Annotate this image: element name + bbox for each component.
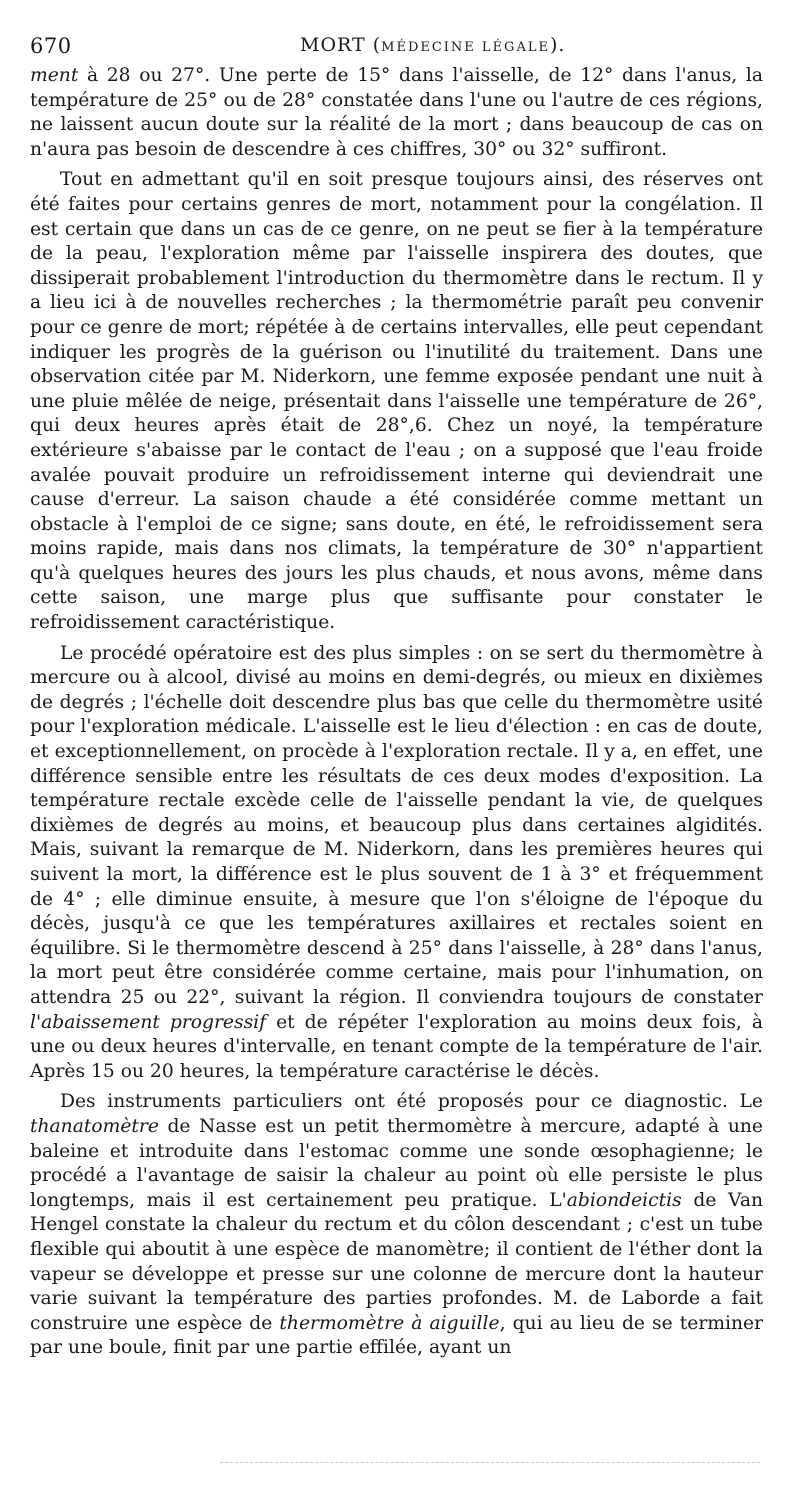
text-run: Des instruments particuliers ont été proposés pour ce diagnostic. Le <box>60 1091 763 1113</box>
italic-text: l'abaissement progressif <box>30 1011 267 1033</box>
text-run: Le procédé opératoire est des plus simples : on se sert du thermomètre à mercure ou à alcool, divisé au moins en demi-degrés, ou mieux en dixièmes de degrés ; l'échelle doit descendre plus bas que celle du thermomètre usité pour l'exploration médicale. L'aisselle est le lieu d'élection : en cas de doute, et exceptionnellement, on procède à l'exploration rectale. Il y a, en effet, une différence sensible entre les résultats de ces deux modes d'exposition. La température rectale excède celle de l'aisselle pendant la vie, de quelques dixièmes de degrés au moins, et beaucoup plus dans certaines algidités. Mais, suivant la remarque de M. Niderkorn, dans les premières heures qui suivent la mort, la différence est le plus souvent de 1 à 3° et fréquemment de 4° ; elle diminue ensuite, à mesure que l'on s'éloigne de l'époque du décès, jusqu'à ce que les températures axillaires et rectales soient en équilibre. Si le thermomètre descend à 25° dans l'aisselle, à 28° dans l'anus, la mort peut être considérée comme certaine, mais pour l'inhumation, on attendra 25 ou 22°, suivant la région. Il conviendra toujours de constater <box>30 642 763 1008</box>
italic-text: ment <box>30 65 79 86</box>
running-head <box>300 34 565 56</box>
paragraph <box>30 1090 763 1361</box>
page-header <box>30 30 770 64</box>
paragraph <box>30 168 763 635</box>
italic-text: thermomètre à aiguille <box>279 1312 500 1334</box>
text-run: , qui au lieu de se terminer par une boule, finit par une partie effilée, ayant un <box>30 1312 763 1359</box>
paragraph <box>30 642 763 1085</box>
italic-text: abiondeictis <box>566 1189 682 1211</box>
running-head-close: ). <box>549 34 566 56</box>
footer-rule <box>220 1462 760 1463</box>
text-run: de Van Hengel constate la chaleur du rectum et du côlon descendant ; c'est un tube flexible qui aboutit à une espèce de manomètre; il contient de l'éther dont la vapeur se développe et presse sur une colonne de mercure dont la hauteur varie suivant la température des parties profondes. M. de Laborde a fait construire une espèce de <box>30 1189 763 1334</box>
text-run: à 28 ou 27°. Une perte de 15° dans l'aisselle, de 12° dans l'anus, la température de 25° ou de 28° constatée dans l'une ou l'autre de ces régions, ne laissent aucun doute sur la réalité de la mort ; dans beaucoup de cas on n'aura pas besoin de descendre à ces chiffres, 30° ou 32° suffiront. <box>30 65 763 160</box>
text-run: Tout en admettant qu'il en soit presque toujours ainsi, des réserves ont été faites pour certains genres de mort, notamment pour la congélation. Il est certain que dans un cas de ce genre, on ne peut se fier à la température de la peau, l'exploration même par l'aisselle inspirera des doutes, que dissiperait probablement l'introduction du thermomètre dans le rectum. Il y a lieu ici à de nouvelles recherches ; la thermométrie paraît peu convenir pour ce genre de mort; répétée à de certains intervalles, elle peut cependant indiquer les progrès de la guérison ou l'inutilité du traitement. Dans une observation citée par M. Niderkorn, une femme exposée pendant une nuit à une pluie mêlée de neige, présentait dans l'aisselle une température de 26°, qui deux heures après était de 28°,6. Chez un noyé, la température extérieure s'abaisse par le contact de l'eau ; on a supposé que l'eau froide avalée pouvait produire un refroidissement interne qui deviendrait une cause d'erreur. La saison chaude a été considérée comme mettant un obstacle à l'emploi de ce signe; sans doute, en été, le refroidissement sera moins rapide, mais dans nos climats, la température de 30° n'appartient qu'à quelques heures des jours les plus chauds, et nous avons, même dans cette saison, une marge plus que suffisante pour constater le refroidissement caractéristique. <box>30 169 763 634</box>
running-head-main: MORT ( <box>300 34 382 56</box>
page-body <box>30 64 763 1367</box>
running-head-subject: MÉDECINE LÉGALE <box>381 40 550 55</box>
italic-text: thanatomètre <box>30 1115 159 1137</box>
page-number: 670 <box>30 34 72 58</box>
paragraph <box>30 64 763 162</box>
text-run: et de répéter l'exploration au moins deux fois, à une ou deux heures d'intervalle, en tenant compte de la température de l'air. Après 15 ou 20 heures, la température caractérise le décès. <box>30 1011 764 1082</box>
text-run: de Nasse est un petit thermomètre à mercure, adapté à une baleine et introduite dans l'estomac comme une sonde œsophagienne; le procédé a l'avantage de saisir la chaleur au point où elle persiste le plus longtemps, mais il est certainement peu pratique. L' <box>30 1115 763 1211</box>
